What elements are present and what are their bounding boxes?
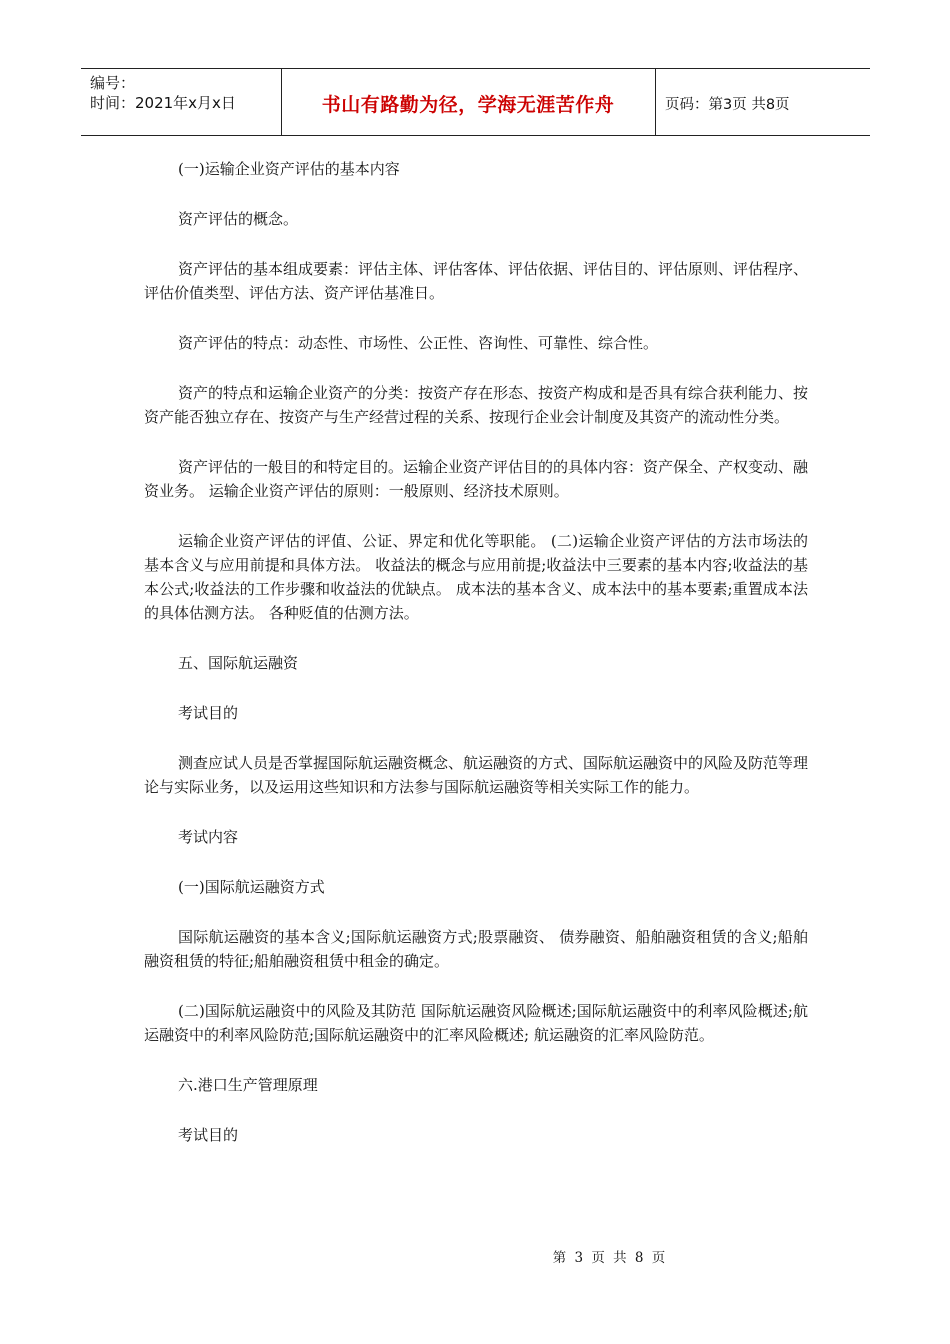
header-meta (90, 73, 236, 113)
body-paragraph: 测查应试人员是否掌握国际航运融资概念、航运融资的方式、国际航运融资中的风险及防范等理论与实际业务，以及运用这些知识和方法参与国际航运融资等相关实际工作的能力。 (144, 754, 809, 796)
body-paragraph: 资产的特点和运输企业资产的分类：按资产存在形态、按资产构成和是否具有综合获利能力、按资产能否独立存在、按资产与生产经营过程的关系、按现行企业会计制度及其资产的流动性分类。 (144, 384, 809, 426)
header-divider-right (655, 69, 656, 135)
body-paragraph: 运输企业资产评估的评值、公证、界定和优化等职能。 (二)运输企业资产评估的方法市场法的基本含义与应用前提和具体方法。 收益法的概念与应用前提;收益法中三要素的基本内容;收益法的基本公式;收益法的工作步骤和收益法的优缺点。 成本法的基本含义、成本法中的基本要素;重置成本法的具体估测方法。 各种贬值的估测方法。 (144, 532, 808, 622)
document-date-label: 时间：2021年x月x日 (90, 94, 236, 112)
section-heading: (一)国际航运融资方式 (178, 878, 325, 896)
subsection-heading: 考试内容 (178, 828, 239, 846)
section-heading: 六.港口生产管理原理 (178, 1076, 318, 1094)
page-footer: 第 3 页 共 8 页 (552, 1250, 668, 1266)
header-page-info: 页码：第3页 共8页 (665, 96, 790, 113)
body-paragraph: (二)国际航运融资中的风险及其防范 国际航运融资风险概述;国际航运融资中的利率风险概述;航运融资中的利率风险防范;国际航运融资中的汇率风险概述; 航运融资的汇率风险防范。 (144, 1002, 808, 1044)
body-paragraph: 资产评估的概念。 (178, 210, 299, 228)
page-header (81, 68, 870, 136)
subsection-heading: 考试目的 (178, 704, 239, 722)
body-paragraph: 资产评估的一般目的和特定目的。运输企业资产评估目的的具体内容：资产保全、产权变动、融资业务。 运输企业资产评估的原则：一般原则、经济技术原则。 (144, 458, 809, 500)
section-heading: 五、国际航运融资 (178, 654, 299, 672)
document-body (144, 157, 808, 1173)
body-paragraph: 国际航运融资的基本含义;国际航运融资方式;股票融资、 债券融资、船舶融资租赁的含义;船舶融资租赁的特征;船舶融资租赁中租金的确定。 (144, 928, 808, 970)
header-motto: 书山有路勤为径，学海无涯苦作舟 (321, 93, 615, 116)
section-heading: (一)运输企业资产评估的基本内容 (178, 160, 400, 178)
body-paragraph: 资产评估的特点：动态性、市场性、公正性、咨询性、可靠性、综合性。 (178, 334, 659, 352)
body-paragraph: 资产评估的基本组成要素：评估主体、评估客体、评估依据、评估目的、评估原则、评估程序、评估价值类型、评估方法、资产评估基准日。 (144, 260, 809, 302)
subsection-heading: 考试目的 (178, 1126, 239, 1144)
document-number-label: 编号： (90, 74, 136, 92)
